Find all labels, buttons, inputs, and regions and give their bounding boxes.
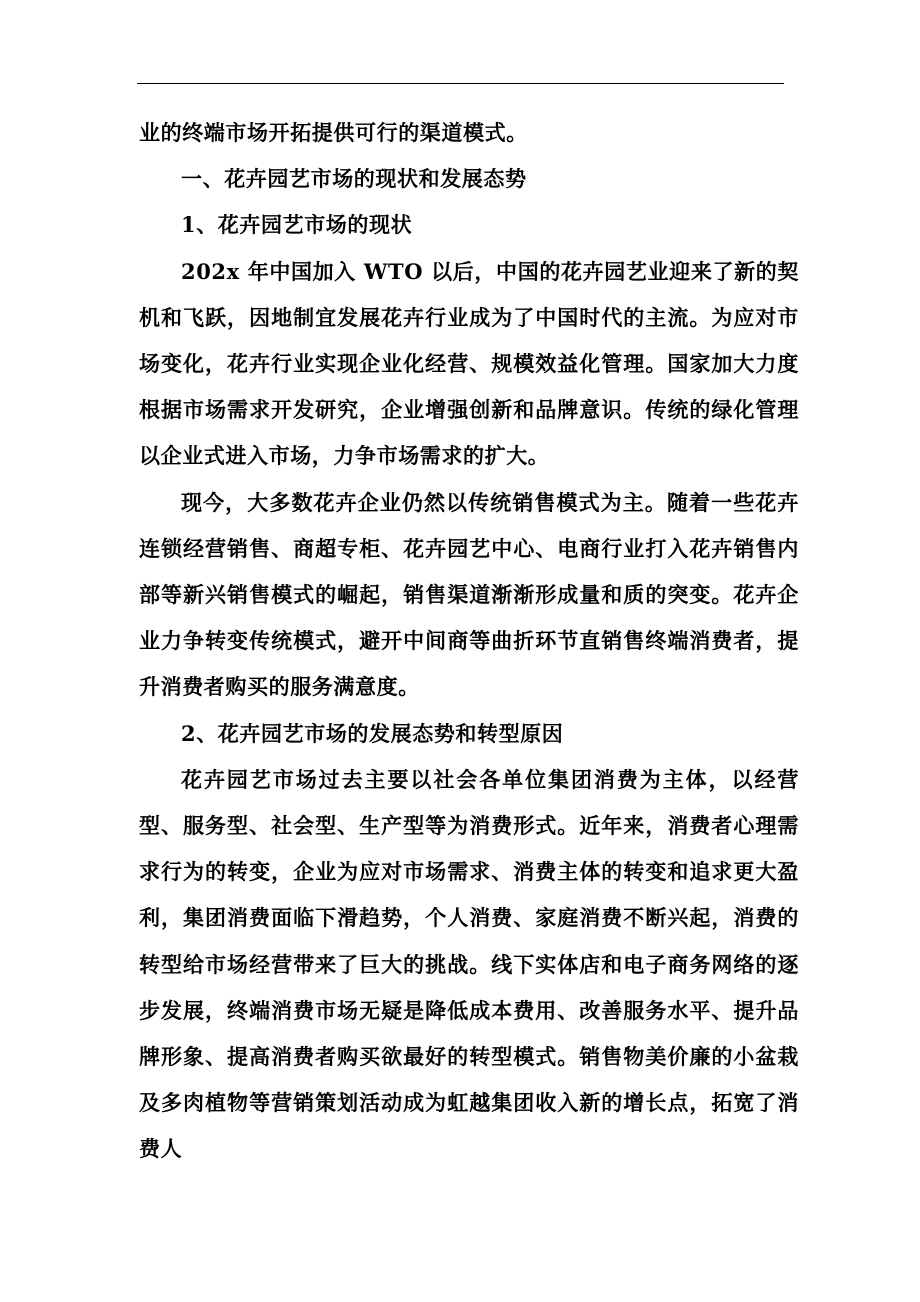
paragraph-continuation: 业的终端市场开拓提供可行的渠道模式。 (139, 120, 528, 145)
section-heading: 一、花卉园艺市场的现状和发展态势 (181, 166, 527, 192)
document-body (139, 110, 799, 1173)
subsection-heading-1: 1、花卉园艺市场的现状 (181, 212, 413, 238)
paragraph-sales-modes: 现今，大多数花卉企业仍然以传统销售模式为主。随着一些花卉连锁经营销售、商超专柜、花卉园艺中心、电商行业打入花卉销售内部等新兴销售模式的崛起，销售渠道渐渐形成量和质的突变。花卉企业力争转变传统模式，避开中间商等曲折环节直销售终端消费者，提升消费者购买的服务满意度。 (139, 489, 799, 700)
header-rule (137, 83, 784, 84)
subsection-heading-2: 2、花卉园艺市场的发展态势和转型原因 (181, 720, 564, 746)
paragraph-wto: 202x 年中国加入 WTO 以后，中国的花卉园艺业迎来了新的契机和飞跃，因地制宜发展花卉行业成为了中国时代的主流。为应对市场变化，花卉行业实现企业化经营、规模效益化管理。国家加大力度根据市场需求开发研究，企业增强创新和品牌意识。传统的绿化管理以企业式进入市场，力争市场需求的扩大。 (139, 258, 799, 469)
paragraph-consumption-shift: 花卉园艺市场过去主要以社会各单位集团消费为主体，以经营型、服务型、社会型、生产型等为消费形式。近年来，消费者心理需求行为的转变，企业为应对市场需求、消费主体的转变和追求更大盈利，集团消费面临下滑趋势，个人消费、家庭消费不断兴起，消费的转型给市场经营带来了巨大的挑战。线下实体店和电子商务网络的逐步发展，终端消费市场无疑是降低成本费用、改善服务水平、提升品牌形象、提高消费者购买欲最好的转型模式。销售物美价廉的小盆栽及多肉植物等营销策划活动成为虹越集团收入新的增长点，拓宽了消费人 (139, 766, 799, 1162)
